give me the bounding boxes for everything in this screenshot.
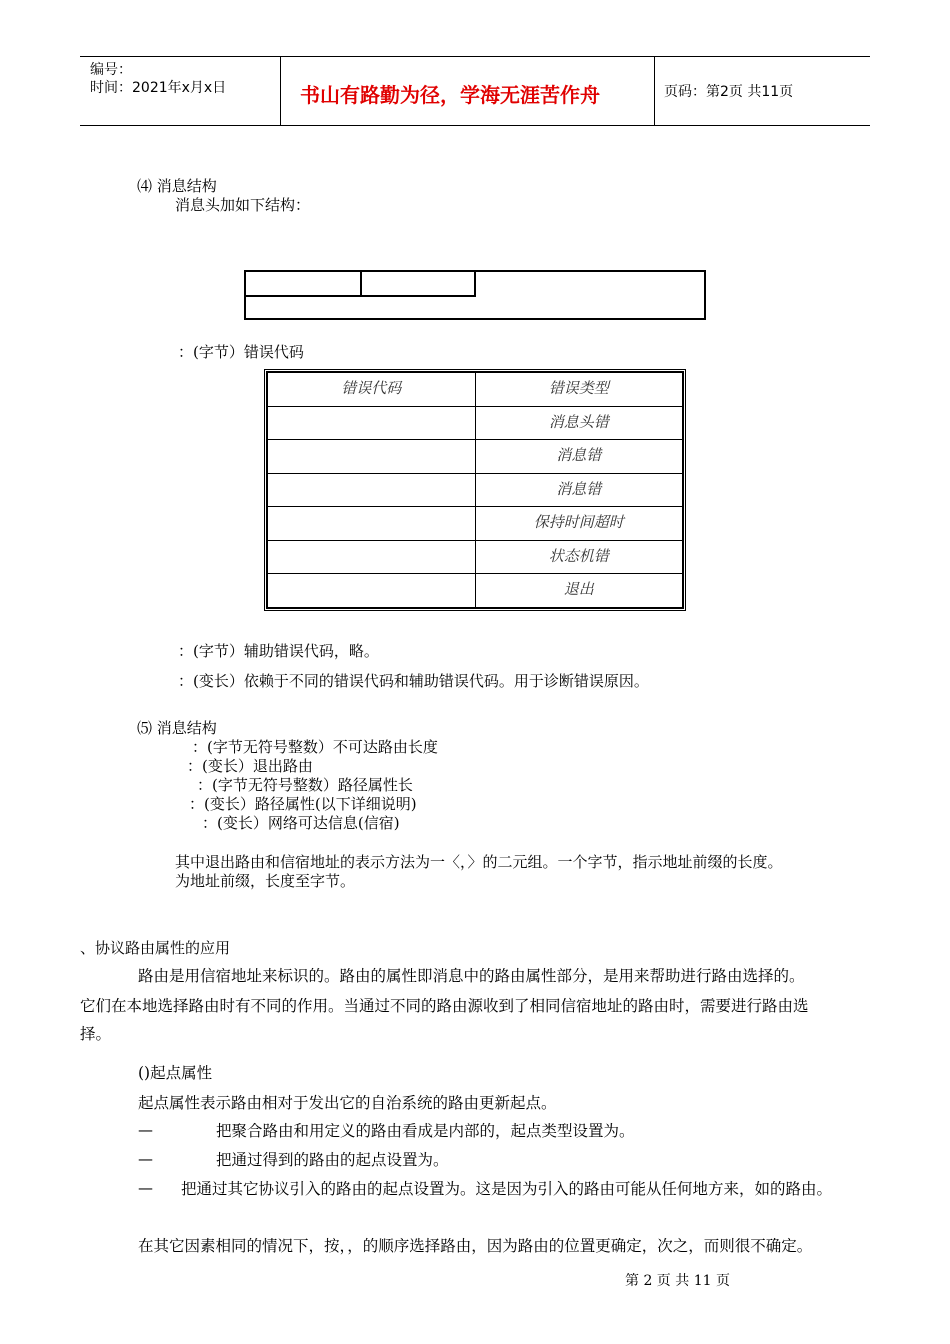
section5-field: ：(变长）路径属性(以下详细说明) [189, 795, 417, 813]
table-header-cell: 错误类型 [475, 373, 683, 407]
table-row [268, 406, 683, 440]
origin-attribute-desc: 起点属性表示路由相对于发出它的自治系统的路由更新起点。 [138, 1094, 557, 1112]
page-footer: 第 2 页 共 11 页 [625, 1273, 730, 1289]
table-cell [268, 507, 476, 541]
header-divider [654, 57, 655, 125]
protocol-paragraph: 它们在本地选择路由时有不同的作用。当通过不同的路由源收到了相同信宿地址的路由时，需要进行路由选 [80, 997, 809, 1015]
section4-title: ⑷ 消息结构 [137, 177, 217, 195]
bullet-item: 把通过其它协议引入的路由的起点设置为。这是因为引入的路由可能从任何地方来，如的路由。 [181, 1180, 833, 1198]
table-header-row [268, 373, 683, 407]
bullet-dash-icon: — [138, 1150, 153, 1168]
table-cell [268, 406, 476, 440]
section5-field: ：(字节无符号整数）路径属性长 [197, 776, 413, 794]
error-code-table [264, 369, 686, 611]
table-cell: 状态机错 [475, 540, 683, 574]
section5-field: ：(字节无符号整数）不可达路由长度 [192, 738, 438, 756]
code-label: 编号： [90, 62, 132, 78]
table-cell: 消息错 [475, 473, 683, 507]
bullet-item: 把聚合路由和用定义的路由看成是内部的，起点类型设置为。 [216, 1122, 635, 1140]
table-cell [268, 473, 476, 507]
table-row [268, 540, 683, 574]
section5-note: 其中退出路由和信宿地址的表示方法为一〈，〉的二元组。一个字节，指示地址前缀的长度。 [175, 853, 783, 871]
message-header-structure [244, 270, 706, 320]
table-cell: 消息错 [475, 440, 683, 474]
table-cell: 消息头错 [475, 406, 683, 440]
table-row [268, 473, 683, 507]
section5-field: ：(变长）退出路由 [187, 757, 313, 775]
table-row [268, 440, 683, 474]
protocol-heading: 、协议路由属性的应用 [80, 939, 231, 957]
table-row [268, 574, 683, 608]
table-cell: 退出 [475, 574, 683, 608]
origin-attribute-title: ()起点属性 [138, 1064, 213, 1082]
time-label: 时间：2021年x月x日 [90, 80, 227, 96]
table-cell [268, 440, 476, 474]
bullet-dash-icon: — [138, 1121, 153, 1139]
aux-error-line: ：(字节）辅助错误代码，略。 [178, 642, 379, 660]
table-cell [268, 574, 476, 608]
section5-field: ：(变长）网络可达信息(信宿) [202, 814, 400, 832]
protocol-paragraph: 路由是用信宿地址来标识的。路由的属性即消息中的路由属性部分，是用来帮助进行路由选择的。 [138, 967, 805, 985]
table-row [268, 507, 683, 541]
bullet-item: 把通过得到的路由的起点设置为。 [216, 1151, 449, 1169]
variable-data-line: ：(变长）依赖于不同的错误代码和辅助错误代码。用于诊断错误原因。 [178, 672, 649, 690]
table-header-cell: 错误代码 [268, 373, 476, 407]
table-cell: 保持时间超时 [475, 507, 683, 541]
structure-divider [474, 272, 476, 297]
section5-note: 为地址前缀，长度至字节。 [175, 872, 356, 890]
header-motto: 书山有路勤为径，学海无涯苦作舟 [300, 83, 600, 107]
closing-paragraph: 在其它因素相同的情况下，按，，的顺序选择路由，因为路由的位置更确定，次之，而则很不确定。 [138, 1237, 813, 1255]
section5-title: ⑸ 消息结构 [137, 719, 217, 737]
table-cell [268, 540, 476, 574]
error-code-line: ：(字节）错误代码 [178, 343, 304, 361]
page-header [80, 56, 870, 126]
header-page-label: 页码：第2页 共11页 [664, 84, 794, 100]
structure-divider [360, 272, 362, 297]
bullet-dash-icon: — [138, 1179, 153, 1197]
protocol-paragraph: 择。 [80, 1025, 112, 1043]
section4-intro: 消息头加如下结构： [175, 196, 311, 214]
header-divider [280, 57, 281, 125]
